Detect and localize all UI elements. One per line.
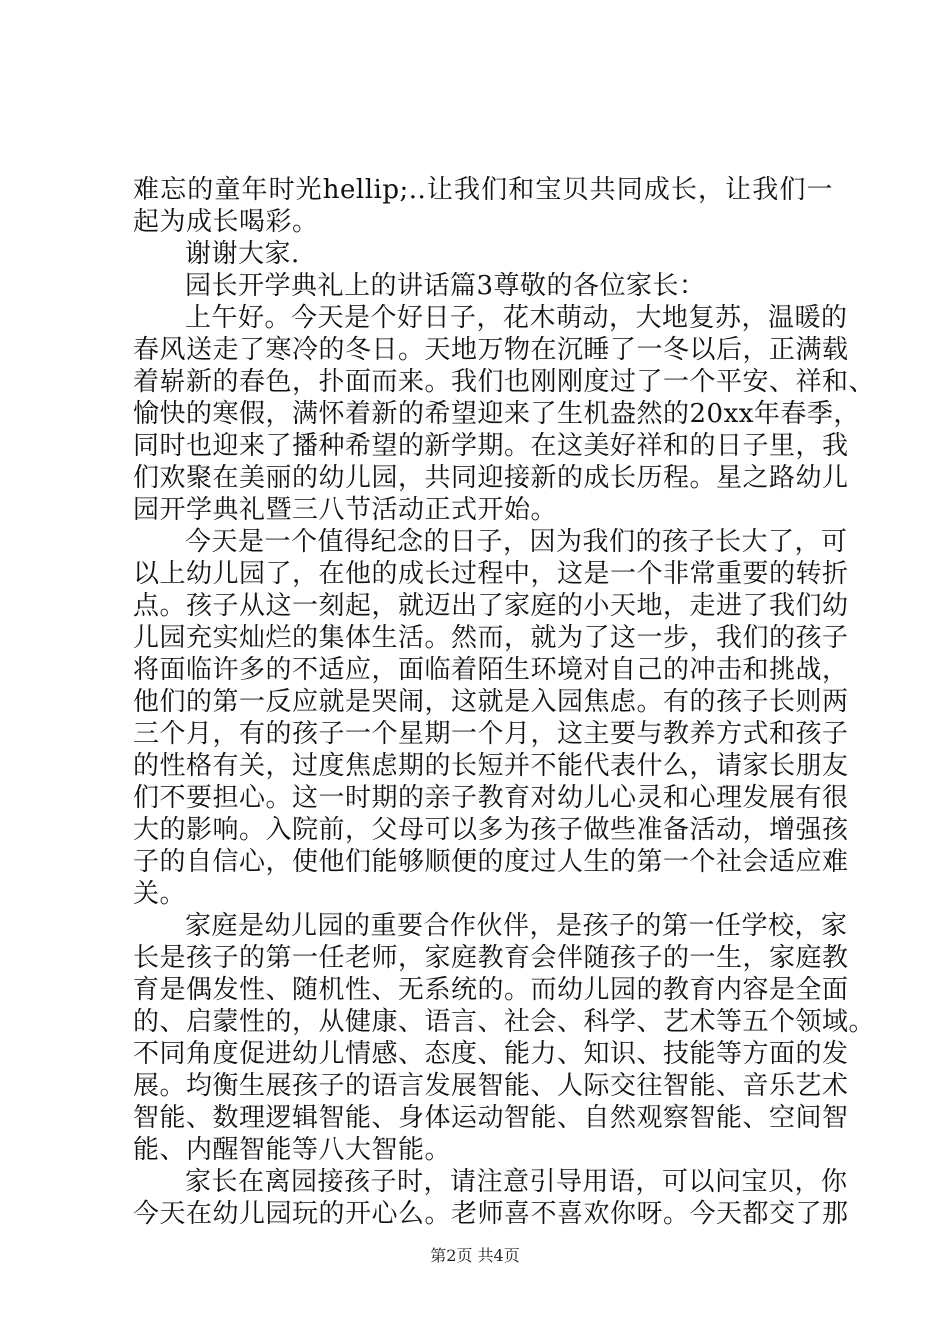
text-line: 们欢聚在美丽的幼儿园，共同迎接新的成长历程。星之路幼儿 [133,463,849,493]
page-footer: 第2页 共4页 [430,1246,520,1265]
text-line: 长是孩子的第一任老师，家庭教育会伴随孩子的一生，家庭教 [133,943,849,973]
text-line: 上午好。今天是个好日子，花木萌动，大地复苏，温暖的 [185,303,848,333]
text-line: 能、内醒智能等八大智能。 [133,1135,452,1165]
text-line: 春风送走了寒冷的冬日。天地万物在沉睡了一冬以后，正满载 [133,335,849,365]
text-line: 以上幼儿园了，在他的成长过程中，这是一个非常重要的转折 [133,559,849,589]
text-line: 展。均衡生展孩子的语言发展智能、人际交往智能、音乐艺术 [133,1071,849,1101]
text-line: 智能、数理逻辑智能、身体运动智能、自然观察智能、空间智 [133,1103,849,1133]
text-line: 园长开学典礼上的讲话篇3尊敬的各位家长： [185,271,706,301]
text-line: 同时也迎来了播种希望的新学期。在这美好祥和的日子里，我 [133,431,849,461]
text-line: 三个月，有的孩子一个星期一个月，这主要与教养方式和孩子 [133,719,849,749]
text-line: 关。 [133,879,187,909]
text-line: 子的自信心，使他们能够顺便的度过人生的第一个社会适应难 [133,847,849,877]
text-line: 儿园充实灿烂的集体生活。然而，就为了这一步，我们的孩子 [133,623,849,653]
text-line: 着崭新的春色，扑面而来。我们也刚刚度过了一个平安、祥和、 [133,367,876,397]
text-line: 大的影响。入院前，父母可以多为孩子做些准备活动，增强孩 [133,815,849,845]
text-line: 起为成长喝彩。 [133,207,319,237]
text-line: 不同角度促进幼儿情感、态度、能力、知识、技能等方面的发 [133,1039,849,1069]
text-line: 家长在离园接孩子时，请注意引导用语，可以问宝贝，你 [185,1167,848,1197]
text-line: 将面临许多的不适应，面临着陌生环境对自己的冲击和挑战， [133,655,849,685]
text-line: 愉快的寒假，满怀着新的希望迎来了生机盎然的20xx年春季， [133,399,860,429]
text-line: 他们的第一反应就是哭闹，这就是入园焦虑。有的孩子长则两 [133,687,849,717]
text-line: 的性格有关，过度焦虑期的长短并不能代表什么，请家长朋友 [133,751,849,781]
document-body [133,174,876,1230]
text-line: 今天在幼儿园玩的开心么。老师喜不喜欢你呀。今天都交了那 [133,1199,849,1229]
text-line: 们不要担心。这一时期的亲子教育对幼儿心灵和心理发展有很 [133,783,849,813]
text-line: 育是偶发性、随机性、无系统的。而幼儿园的教育内容是全面 [133,975,849,1005]
text-line: 点。孩子从这一刻起，就迈出了家庭的小天地，走进了我们幼 [133,591,849,621]
text-line: 的、启蒙性的，从健康、语言、社会、科学、艺术等五个领域。 [133,1007,876,1037]
text-line: 今天是一个值得纪念的日子，因为我们的孩子长大了，可 [185,527,848,557]
text-line: 家庭是幼儿园的重要合作伙伴，是孩子的第一任学校，家 [185,911,848,941]
text-line: 园开学典礼暨三八节活动正式开始。 [133,495,558,525]
text-line: 难忘的童年时光hellip;..让我们和宝贝共同成长，让我们一 [133,175,833,205]
text-line: 谢谢大家. [185,239,300,269]
